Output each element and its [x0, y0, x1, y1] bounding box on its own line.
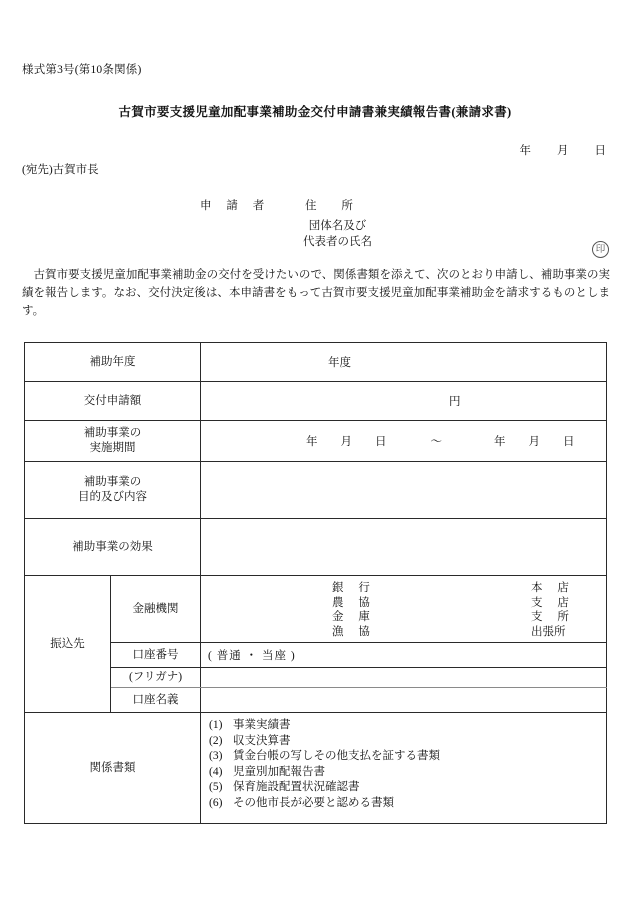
- table-row-subsidy-year: [25, 343, 607, 382]
- table-row-documents: [25, 713, 607, 824]
- label-financial-institution: 金融機関: [111, 576, 201, 643]
- applicant-org-line2: 代表者の氏名: [303, 236, 372, 248]
- field-furigana[interactable]: [201, 668, 607, 688]
- document-text: 収支決算書: [233, 734, 291, 747]
- field-account-name[interactable]: [201, 688, 607, 713]
- document-text: 保育施設配置状況確認書: [233, 781, 360, 794]
- label-effect: 補助事業の効果: [25, 519, 201, 576]
- field-related-documents: [201, 713, 607, 824]
- document-text: 事業実績書: [233, 719, 291, 731]
- field-grant-amount[interactable]: [201, 382, 607, 421]
- subsidy-year-unit: 年度: [328, 357, 351, 369]
- field-effect[interactable]: [201, 519, 607, 576]
- body-paragraph: 古賀市要支援児童加配事業補助金の交付を受けたいので、関係書類を添えて、次のとおり申請し、補助事業の実績を報告します。なお、交付決定後は、本申請書をもって古賀市要支援児童加配事業補助金を請求するものとします。: [22, 269, 610, 317]
- institution-choices: [201, 576, 606, 642]
- document-text: 児童別加配報告書: [233, 765, 325, 778]
- seal-icon: 印: [592, 241, 609, 258]
- grant-amount-unit: 円: [449, 396, 461, 408]
- date-day-label: 日: [594, 145, 606, 157]
- application-table: [24, 342, 607, 824]
- applicant-label: 申 請 者: [200, 200, 271, 212]
- institution-kind-list: [332, 581, 376, 639]
- field-period[interactable]: [201, 421, 607, 462]
- document-number: (6): [209, 796, 223, 809]
- branch-kind-branch: 支 店: [531, 596, 575, 609]
- branch-kind-suboffice: 支 所: [531, 611, 575, 623]
- date-line: [520, 142, 607, 158]
- period-end-month: 月: [528, 436, 540, 448]
- field-account-number[interactable]: [201, 643, 607, 668]
- label-account-name: 口座名義: [111, 688, 201, 713]
- label-purpose-line1: 補助事業の: [83, 476, 142, 488]
- label-subsidy-year: 補助年度: [25, 343, 201, 382]
- table-row-effect: [25, 519, 607, 576]
- period-separator: ～: [430, 436, 442, 448]
- period-end-day: 日: [563, 436, 575, 448]
- period-end-year: 年: [494, 436, 506, 448]
- label-purpose-line2: 目的及び内容: [78, 491, 147, 503]
- period-start-year: 年: [306, 436, 318, 448]
- period-placeholders: [201, 433, 606, 449]
- applicant-address-label: 住 所: [305, 200, 364, 212]
- institution-kind-bank: 銀 行: [332, 582, 376, 594]
- branch-kind-agency: 出張所: [531, 625, 566, 638]
- date-year-label: 年: [519, 145, 531, 157]
- account-type-options: ( 普通 ・ 当座 ): [208, 650, 296, 662]
- document-item: [209, 718, 606, 734]
- label-grant-amount: 交付申請額: [25, 382, 201, 421]
- label-purpose: [25, 462, 201, 519]
- field-subsidy-year[interactable]: [201, 343, 607, 382]
- institution-kind-agricoop: 農 協: [332, 596, 376, 609]
- form-number: 様式第3号(第10条関係): [22, 64, 142, 76]
- label-period: [25, 421, 201, 462]
- label-transfer-destination: 振込先: [25, 576, 111, 713]
- period-start-day: 日: [375, 436, 387, 448]
- document-number: (3): [209, 750, 223, 763]
- label-period-line2: 実施期間: [89, 442, 136, 454]
- document-number: (1): [209, 719, 223, 731]
- institution-kind-fishcoop: 漁 協: [332, 625, 376, 638]
- field-financial-institution[interactable]: [201, 576, 607, 643]
- document-title: 古賀市要支援児童加配事業補助金交付申請書兼実績報告書(兼請求書): [118, 105, 512, 119]
- table-row-furigana: [25, 668, 607, 688]
- table-row-account-number: [25, 643, 607, 668]
- table-row-grant-amount: [25, 382, 607, 421]
- table-row-account-name: [25, 688, 607, 713]
- label-furigana: (フリガナ): [111, 668, 201, 688]
- table-row-purpose: [25, 462, 607, 519]
- table-row-institution: [25, 576, 607, 643]
- table-row-period: [25, 421, 607, 462]
- date-month-label: 月: [557, 145, 569, 157]
- document-item: [209, 796, 606, 812]
- document-number: (5): [209, 781, 223, 794]
- related-documents-list: [201, 713, 606, 812]
- label-related-documents: 関係書類: [25, 713, 201, 824]
- document-item: [209, 749, 606, 765]
- period-start-month: 月: [340, 436, 352, 448]
- document-number: (2): [209, 734, 223, 747]
- branch-kind-head-office: 本 店: [531, 582, 575, 594]
- field-purpose[interactable]: [201, 462, 607, 519]
- institution-kind-shinkin: 金 庫: [332, 611, 376, 623]
- document-item: [209, 734, 606, 750]
- label-account-number: 口座番号: [111, 643, 201, 668]
- applicant-org-line1: 団体名及び: [308, 220, 367, 232]
- document-number: (4): [209, 765, 223, 778]
- label-period-line1: 補助事業の: [83, 427, 142, 439]
- document-item: [209, 780, 606, 796]
- branch-kind-list: [531, 581, 575, 639]
- document-text: その他市長が必要と認める書類: [233, 796, 394, 809]
- document-item: [209, 765, 606, 781]
- document-text: 賃金台帳の写しその他支払を証する書類: [233, 750, 440, 763]
- applicant-organization-label: [303, 218, 372, 250]
- addressee: (宛先)古賀市長: [22, 164, 99, 176]
